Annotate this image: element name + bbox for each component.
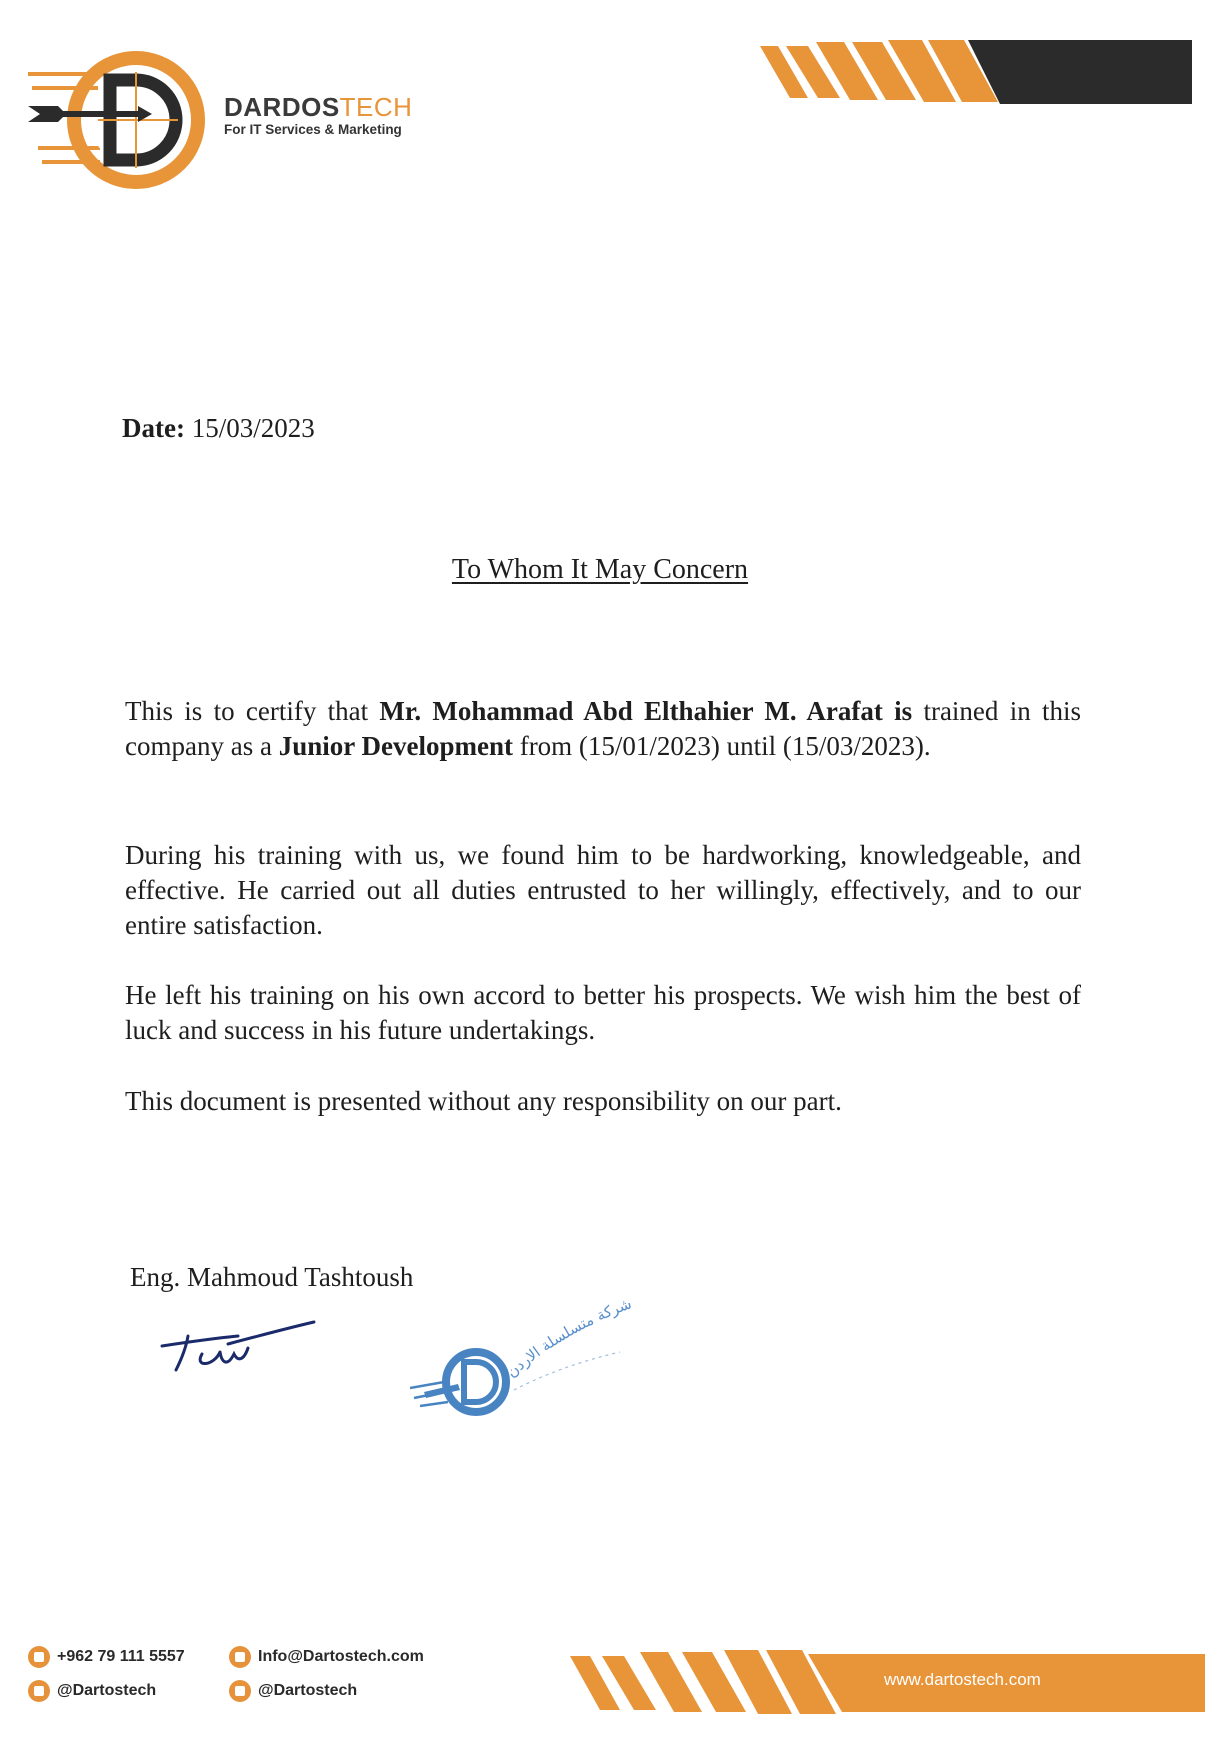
svg-text:شركة متسلسلة الاردن bbox=[503, 1294, 634, 1381]
brand-block bbox=[224, 92, 412, 137]
signer-name: Eng. Mahmoud Tashtoush bbox=[130, 1262, 414, 1292]
p1-text-c: from (15/01/2023) until (15/03/2023). bbox=[512, 731, 931, 761]
disclaimer-paragraph: This document is presented without any responsibility on our part. bbox=[125, 1086, 842, 1116]
brand-name bbox=[224, 92, 412, 123]
p1-text-b: trained in this company as a bbox=[125, 696, 1081, 761]
departure-paragraph: He left his training on his own accord to better his prospects. We wish him the best of luck and success in his future undertakings. bbox=[125, 980, 1081, 1045]
footer-facebook bbox=[28, 1680, 156, 1702]
instagram-icon bbox=[229, 1680, 251, 1702]
trainee-name: Mr. Mohammad Abd Elthahier M. Arafat is bbox=[379, 696, 913, 726]
facebook-handle: @Dartostech bbox=[57, 1682, 157, 1699]
company-logo bbox=[28, 44, 218, 194]
stamp-text: شركة متسلسلة الاردن bbox=[502, 1294, 634, 1381]
footer-website: www.dartostech.com bbox=[884, 1670, 1041, 1689]
footer-phone bbox=[28, 1646, 185, 1668]
phone-icon bbox=[28, 1646, 50, 1668]
header-stripe-decoration bbox=[760, 40, 1192, 104]
letter-title: To Whom It May Concern bbox=[451, 554, 749, 585]
instagram-handle: @Dartostech bbox=[258, 1682, 358, 1699]
brand-tagline: For IT Services & Marketing bbox=[224, 122, 402, 137]
handwritten-signature bbox=[158, 1308, 318, 1378]
p1-text-a: This is to certify that bbox=[125, 696, 380, 726]
evaluation-paragraph: During his training with us, we found him to be hardworking, knowledgeable, and effective. He carried out all duties entrusted to her willingly, effectively, and to our entire satisfaction. bbox=[125, 840, 1081, 940]
email-address: Info@Dartostech.com bbox=[258, 1648, 424, 1665]
company-stamp bbox=[410, 1286, 680, 1434]
date-label: Date: bbox=[122, 413, 185, 443]
footer-email bbox=[229, 1646, 424, 1668]
letter-date bbox=[122, 413, 315, 444]
training-role: Junior Development bbox=[278, 731, 513, 761]
footer-instagram bbox=[229, 1680, 357, 1702]
brand-name-suffix: TECH bbox=[339, 92, 413, 122]
certification-paragraph bbox=[125, 694, 1081, 764]
brand-name-prefix: DARDOS bbox=[224, 92, 340, 122]
date-value: 15/03/2023 bbox=[184, 413, 315, 443]
phone-number: +962 79 111 5557 bbox=[57, 1648, 185, 1665]
facebook-icon bbox=[28, 1680, 50, 1702]
mail-icon bbox=[229, 1646, 251, 1668]
